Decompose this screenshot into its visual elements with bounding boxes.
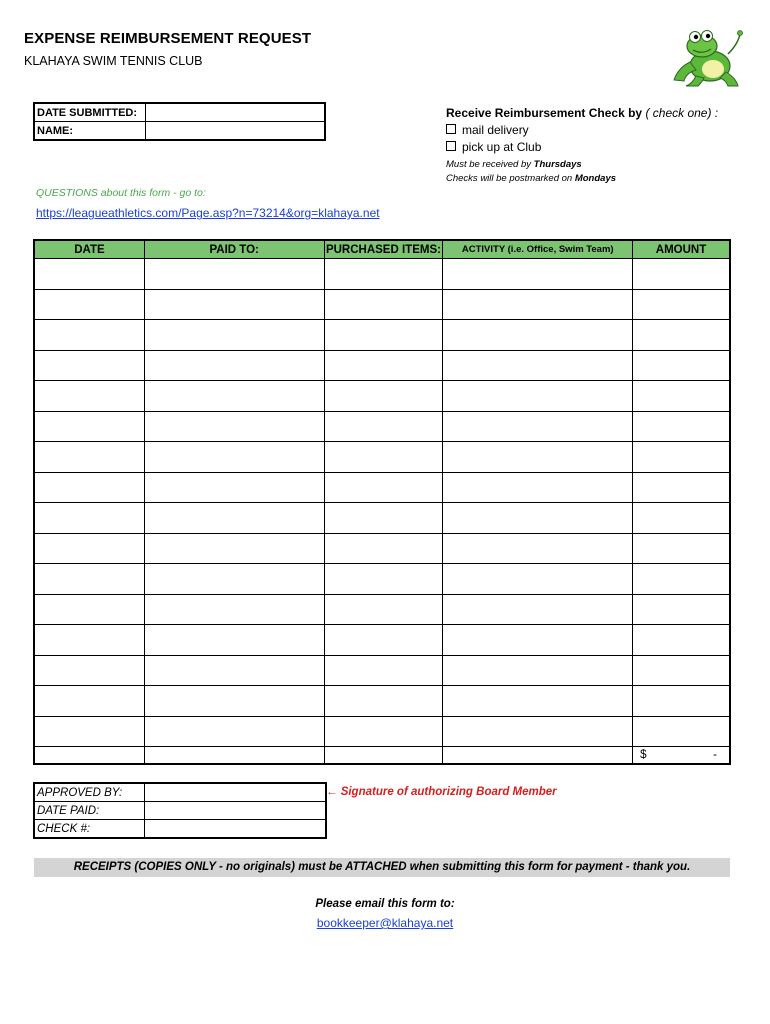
date-submitted-label: DATE SUBMITTED: — [35, 104, 146, 122]
date-cell[interactable] — [35, 442, 145, 473]
submitter-info-table — [34, 103, 325, 140]
paid-to-cell[interactable] — [144, 259, 324, 290]
note1-day: Thursdays — [533, 159, 582, 170]
date-cell[interactable] — [35, 320, 145, 351]
date-cell[interactable] — [35, 472, 145, 503]
approved-by-field[interactable] — [145, 784, 326, 802]
paid-to-cell[interactable] — [144, 381, 324, 412]
expense-row — [35, 594, 730, 625]
date-cell[interactable] — [35, 533, 145, 564]
activity-cell[interactable] — [443, 655, 633, 686]
option-pick-up[interactable] — [446, 140, 718, 154]
purchased-items-cell[interactable] — [324, 686, 443, 717]
name-label: NAME: — [35, 122, 146, 140]
expense-row — [35, 533, 730, 564]
option-pick-up-label: pick up at Club — [462, 140, 542, 154]
reimbursement-heading-text: Receive Reimbursement Check by — [446, 106, 643, 120]
date-cell[interactable] — [35, 350, 145, 381]
date-paid-label: DATE PAID: — [35, 802, 145, 820]
amount-cell[interactable] — [633, 289, 730, 320]
amount-cell[interactable] — [633, 259, 730, 290]
receipts-banner: RECEIPTS (COPIES ONLY - no originals) must be ATTACHED when submitting this form for payment - thank you. — [34, 858, 730, 877]
paid-to-cell[interactable] — [144, 625, 324, 656]
purchased-items-cell[interactable] — [324, 289, 443, 320]
paid-to-cell[interactable] — [144, 564, 324, 595]
purchased-items-cell[interactable] — [324, 564, 443, 595]
deadline-notes — [446, 158, 718, 186]
activity-cell[interactable] — [443, 350, 633, 381]
activity-cell[interactable] — [443, 472, 633, 503]
date-cell[interactable] — [35, 564, 145, 595]
check-number-field[interactable] — [145, 820, 326, 838]
activity-cell[interactable] — [443, 320, 633, 351]
reimbursement-method — [446, 106, 718, 186]
purchased-items-cell[interactable] — [324, 442, 443, 473]
amount-cell[interactable] — [633, 716, 730, 747]
amount-cell[interactable] — [633, 381, 730, 412]
activity-cell[interactable] — [443, 594, 633, 625]
activity-cell[interactable] — [443, 259, 633, 290]
activity-cell[interactable] — [443, 411, 633, 442]
date-submitted-field[interactable] — [146, 104, 325, 122]
expense-table — [34, 240, 730, 764]
name-field[interactable] — [146, 122, 325, 140]
date-cell[interactable] — [35, 381, 145, 412]
expense-row — [35, 411, 730, 442]
amount-cell[interactable] — [633, 533, 730, 564]
purchased-items-cell[interactable] — [324, 655, 443, 686]
deadline-note-postmarked — [446, 172, 718, 186]
total-blank-cell — [144, 747, 324, 764]
date-cell[interactable] — [35, 625, 145, 656]
activity-cell[interactable] — [443, 533, 633, 564]
purchased-items-cell[interactable] — [324, 320, 443, 351]
purchased-items-cell[interactable] — [324, 533, 443, 564]
activity-cell[interactable] — [443, 442, 633, 473]
amount-cell[interactable] — [633, 350, 730, 381]
activity-cell[interactable] — [443, 686, 633, 717]
option-mail-delivery-label: mail delivery — [462, 123, 529, 137]
date-cell[interactable] — [35, 411, 145, 442]
expense-row — [35, 442, 730, 473]
purchased-items-cell[interactable] — [324, 716, 443, 747]
form-title: EXPENSE REIMBURSEMENT REQUEST — [24, 30, 312, 47]
expense-table-header — [35, 241, 730, 259]
activity-cell[interactable] — [443, 381, 633, 412]
paid-to-cell[interactable] — [144, 320, 324, 351]
expense-row — [35, 655, 730, 686]
paid-to-cell[interactable] — [144, 442, 324, 473]
approval-table — [34, 783, 326, 838]
frog-icon — [666, 24, 744, 90]
date-cell[interactable] — [35, 503, 145, 534]
expense-row — [35, 564, 730, 595]
total-blank-cell — [324, 747, 443, 764]
amount-cell[interactable] — [633, 686, 730, 717]
questions-link[interactable]: https://leagueathletics.com/Page.asp?n=73214&org=klahaya.net — [36, 206, 380, 220]
check-number-label: CHECK #: — [35, 820, 145, 838]
date-cell[interactable] — [35, 655, 145, 686]
date-cell[interactable] — [35, 289, 145, 320]
questions-text: QUESTIONS about this form - go to: — [36, 187, 206, 199]
amount-cell[interactable] — [633, 442, 730, 473]
purchased-items-cell[interactable] — [324, 350, 443, 381]
email-instruction: Please email this form to: — [315, 898, 455, 910]
note2-day: Mondays — [574, 173, 617, 184]
col-amount: AMOUNT — [633, 241, 730, 259]
date-cell[interactable] — [35, 716, 145, 747]
deadline-note-received — [446, 158, 718, 172]
expense-row — [35, 381, 730, 412]
purchased-items-cell[interactable] — [324, 625, 443, 656]
expense-row — [35, 686, 730, 717]
amount-cell[interactable] — [633, 564, 730, 595]
note2-prefix: Checks will be postmarked on — [446, 173, 573, 184]
paid-to-cell[interactable] — [144, 411, 324, 442]
checkbox-icon[interactable] — [446, 124, 456, 134]
checkbox-icon[interactable] — [446, 141, 456, 151]
amount-cell[interactable] — [633, 411, 730, 442]
bookkeeper-email-link[interactable] — [0, 916, 770, 930]
amount-cell[interactable] — [633, 625, 730, 656]
date-cell[interactable] — [35, 259, 145, 290]
note1-prefix: Must be received by — [446, 159, 532, 170]
expense-row — [35, 320, 730, 351]
date-paid-field[interactable] — [145, 802, 326, 820]
activity-cell[interactable] — [443, 503, 633, 534]
paid-to-cell[interactable] — [144, 533, 324, 564]
expense-row — [35, 259, 730, 290]
activity-cell[interactable] — [443, 564, 633, 595]
total-amount-cell — [633, 747, 730, 764]
activity-cell[interactable] — [443, 289, 633, 320]
paid-to-cell[interactable] — [144, 655, 324, 686]
paid-to-cell[interactable] — [144, 472, 324, 503]
expense-row — [35, 503, 730, 534]
total-amount: - — [713, 749, 717, 761]
paid-to-cell[interactable] — [144, 350, 324, 381]
amount-cell[interactable] — [633, 472, 730, 503]
option-mail-delivery[interactable] — [446, 123, 718, 137]
activity-cell[interactable] — [443, 716, 633, 747]
reimbursement-heading-hint: ( check one) : — [645, 106, 719, 120]
paid-to-cell[interactable] — [144, 716, 324, 747]
expense-row — [35, 625, 730, 656]
date-cell[interactable] — [35, 594, 145, 625]
col-date: DATE — [35, 241, 145, 259]
expense-row — [35, 716, 730, 747]
purchased-items-cell[interactable] — [324, 381, 443, 412]
paid-to-cell[interactable] — [144, 289, 324, 320]
bookkeeper-email[interactable]: bookkeeper@klahaya.net — [316, 916, 454, 930]
total-currency: $ — [640, 749, 647, 761]
reimbursement-heading — [446, 106, 718, 120]
amount-cell[interactable] — [633, 320, 730, 351]
purchased-items-cell[interactable] — [324, 472, 443, 503]
expense-row — [35, 289, 730, 320]
club-name: KLAHAYA SWIM TENNIS CLUB — [24, 54, 203, 68]
amount-cell[interactable] — [633, 594, 730, 625]
paid-to-cell[interactable] — [144, 686, 324, 717]
amount-cell[interactable] — [633, 503, 730, 534]
approved-by-label: APPROVED BY: — [35, 784, 145, 802]
paid-to-cell[interactable] — [144, 503, 324, 534]
date-cell[interactable] — [35, 686, 145, 717]
purchased-items-cell[interactable] — [324, 411, 443, 442]
col-purchased-items: PURCHASED ITEMS: — [324, 241, 443, 259]
signature-note: ← Signature of authorizing Board Member — [326, 786, 557, 798]
purchased-items-cell[interactable] — [324, 594, 443, 625]
total-blank-cell — [35, 747, 145, 764]
col-activity: ACTIVITY (i.e. Office, Swim Team) — [443, 241, 633, 259]
expense-row — [35, 350, 730, 381]
purchased-items-cell[interactable] — [324, 259, 443, 290]
activity-cell[interactable] — [443, 625, 633, 656]
total-row — [35, 747, 730, 764]
col-paid-to: PAID TO: — [144, 241, 324, 259]
total-blank-cell — [443, 747, 633, 764]
purchased-items-cell[interactable] — [324, 503, 443, 534]
paid-to-cell[interactable] — [144, 594, 324, 625]
expense-row — [35, 472, 730, 503]
amount-cell[interactable] — [633, 655, 730, 686]
